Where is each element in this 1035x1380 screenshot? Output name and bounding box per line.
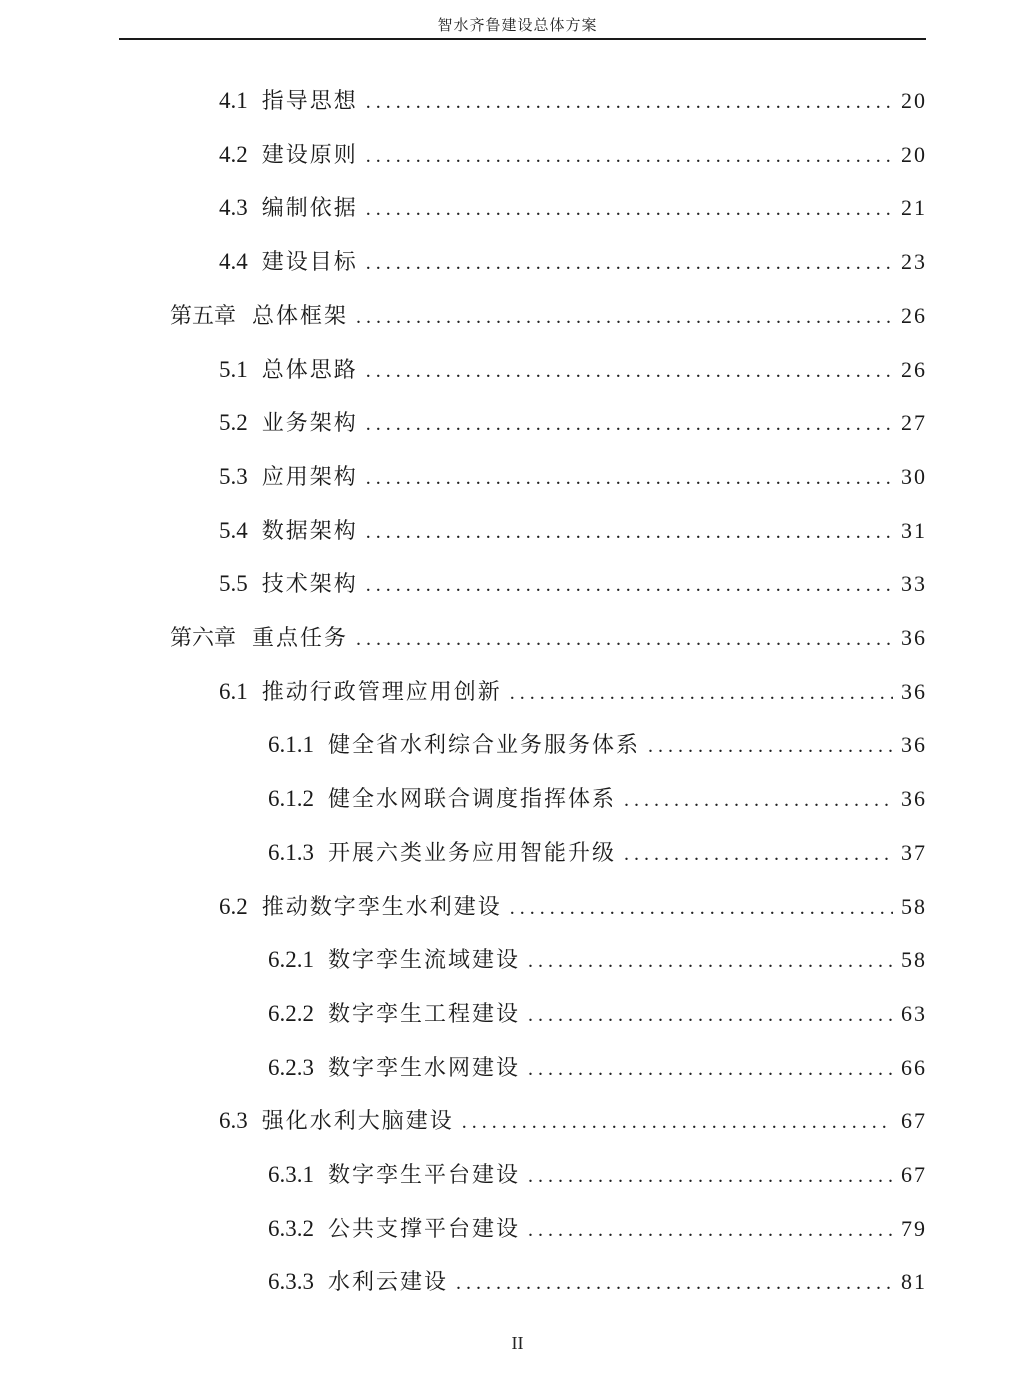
toc-entry-page: 31 [901, 517, 927, 543]
toc-entry-page: 33 [901, 571, 927, 597]
toc-leader-dots [366, 570, 893, 600]
toc-entry[interactable] [219, 516, 927, 546]
toc-entry-number: 6.3.3 [268, 1269, 314, 1295]
toc-entry-page: 23 [901, 249, 927, 275]
toc-entry-title: 强化水利大脑建设 [261, 1109, 454, 1135]
toc-entry-page: 26 [901, 356, 927, 382]
toc-entry[interactable] [268, 1214, 927, 1244]
toc-entry-title: 指导思想 [261, 89, 358, 114]
toc-entry-title: 数据架构 [261, 518, 358, 544]
toc-entry-number: 6.1.3 [268, 839, 314, 865]
toc-entry[interactable] [268, 945, 927, 975]
toc-entry[interactable] [268, 1267, 927, 1297]
toc-entry-title: 业务架构 [261, 411, 358, 437]
toc-leader-dots [366, 463, 893, 493]
toc-entry[interactable] [219, 462, 927, 492]
toc-entry-title: 健全省水利综合业务服务体系 [328, 733, 641, 759]
toc-leader-dots [366, 517, 893, 547]
toc-entry-page: 79 [901, 1215, 927, 1241]
toc-entry-number: 第六章 [170, 626, 237, 651]
toc-leader-dots [510, 678, 893, 708]
toc-entry-title: 水利云建设 [328, 1270, 449, 1296]
toc-leader-dots [528, 1161, 893, 1191]
toc-entry-title: 建设目标 [261, 250, 358, 276]
toc-entry-page: 66 [901, 1054, 927, 1080]
toc-entry[interactable] [170, 301, 927, 331]
toc-entry[interactable] [219, 892, 927, 922]
toc-entry-number: 6.1 [219, 678, 248, 704]
toc-leader-dots [356, 624, 893, 654]
toc-entry-page: 21 [901, 195, 927, 221]
toc-entry-title: 数字孪生水网建设 [328, 1055, 521, 1081]
document-header-title: 智水齐鲁建设总体方案 [437, 16, 598, 34]
toc-entry-number: 6.2.3 [268, 1054, 314, 1080]
toc-entry-number: 4.1 [219, 88, 248, 113]
footer-page-number: II [511, 1333, 524, 1353]
toc-leader-dots [366, 87, 893, 117]
toc-leader-dots [624, 785, 893, 815]
toc-entry-title: 数字孪生工程建设 [328, 1001, 521, 1027]
toc-entry-number: 6.3.2 [268, 1215, 314, 1241]
toc-entry-number: 5.3 [219, 463, 248, 489]
toc-entry-title: 推动行政管理应用创新 [261, 679, 502, 705]
toc-entry-page: 81 [901, 1269, 927, 1295]
toc-entry-page: 36 [901, 732, 927, 758]
toc-entry-number: 6.1.1 [268, 732, 314, 758]
toc-leader-dots [624, 839, 893, 869]
toc-entry-number: 5.1 [219, 356, 248, 382]
toc-entry[interactable] [219, 247, 927, 277]
toc-entry-page: 67 [901, 1162, 927, 1187]
toc-leader-dots [528, 1000, 893, 1030]
toc-entry-page: 37 [901, 839, 927, 865]
toc-entry[interactable] [219, 140, 927, 170]
toc-entry-title: 总体思路 [261, 357, 358, 383]
toc-entry[interactable] [268, 1160, 927, 1190]
toc-entry-number: 4.4 [219, 249, 248, 275]
toc-entry-page: 36 [901, 625, 927, 650]
toc-leader-dots [648, 731, 893, 761]
toc-leader-dots [456, 1268, 893, 1298]
toc-entry-number: 6.2.1 [268, 947, 314, 973]
toc-entry-title: 健全水网联合调度指挥体系 [328, 787, 617, 813]
toc-entry-page: 63 [901, 1000, 927, 1026]
toc-entry-number: 6.3 [219, 1108, 248, 1134]
toc-leader-dots [528, 1054, 893, 1084]
toc-leader-dots [528, 1215, 893, 1245]
toc-entry[interactable] [219, 355, 927, 385]
toc-entry-page: 36 [901, 786, 927, 812]
toc-entry-number: 4.3 [219, 195, 248, 221]
toc-entry-page: 30 [901, 463, 927, 489]
toc-entry-page: 58 [901, 893, 927, 919]
toc-entry-title: 数字孪生流域建设 [328, 948, 521, 974]
toc-entry-number: 第五章 [170, 303, 237, 329]
toc-entry-page: 58 [901, 947, 927, 973]
toc-entry[interactable] [219, 193, 927, 223]
toc-entry-number: 4.2 [219, 141, 248, 167]
toc-entry-title: 推动数字孪生水利建设 [261, 894, 502, 920]
toc-entry-number: 5.2 [219, 410, 248, 436]
toc-entry-number: 5.5 [219, 571, 248, 597]
toc-leader-dots [366, 141, 893, 171]
toc-entry-title: 数字孪生平台建设 [328, 1163, 521, 1188]
toc-entry[interactable] [219, 408, 927, 438]
toc-entry-title: 总体框架 [252, 303, 349, 329]
toc-entry-page: 26 [901, 302, 927, 328]
toc-entry-title: 开展六类业务应用智能升级 [328, 840, 617, 866]
toc-leader-dots [510, 893, 893, 923]
toc-leader-dots [366, 356, 893, 386]
toc-entry-page: 20 [901, 141, 927, 167]
toc-leader-dots [366, 409, 893, 439]
toc-entry-number: 6.1.2 [268, 786, 314, 812]
toc-entry[interactable] [268, 999, 927, 1029]
toc-leader-dots [366, 248, 893, 278]
toc-entry-number: 6.2.2 [268, 1000, 314, 1026]
toc-entry-page: 36 [901, 678, 927, 704]
toc-leader-dots [528, 946, 893, 976]
toc-entry[interactable] [268, 838, 927, 868]
toc-entry[interactable] [219, 1106, 927, 1136]
toc-entry[interactable] [170, 623, 927, 653]
toc-entry[interactable] [268, 784, 927, 814]
toc-entry-page: 20 [901, 88, 927, 113]
toc-entry[interactable] [268, 730, 927, 760]
toc-entry-page: 27 [901, 410, 927, 436]
toc-entry-title: 编制依据 [261, 196, 358, 222]
toc-entry-title: 重点任务 [252, 626, 349, 651]
toc-entry-number: 6.3.1 [268, 1162, 314, 1187]
toc-entry[interactable] [219, 86, 927, 116]
toc-entry-number: 6.2 [219, 893, 248, 919]
toc-entry-title: 公共支撑平台建设 [328, 1216, 521, 1242]
toc-entry-title: 应用架构 [261, 464, 358, 490]
toc-leader-dots [356, 302, 893, 332]
toc-entry-page: 67 [901, 1108, 927, 1134]
toc-entry-title: 技术架构 [261, 572, 358, 598]
toc-entry-title: 建设原则 [261, 142, 358, 168]
toc-entry[interactable] [219, 569, 927, 599]
toc-entry-number: 5.4 [219, 517, 248, 543]
toc-leader-dots [366, 194, 893, 224]
toc-entry[interactable] [268, 1053, 927, 1083]
toc-leader-dots [462, 1107, 893, 1137]
toc-entry[interactable] [219, 677, 927, 707]
